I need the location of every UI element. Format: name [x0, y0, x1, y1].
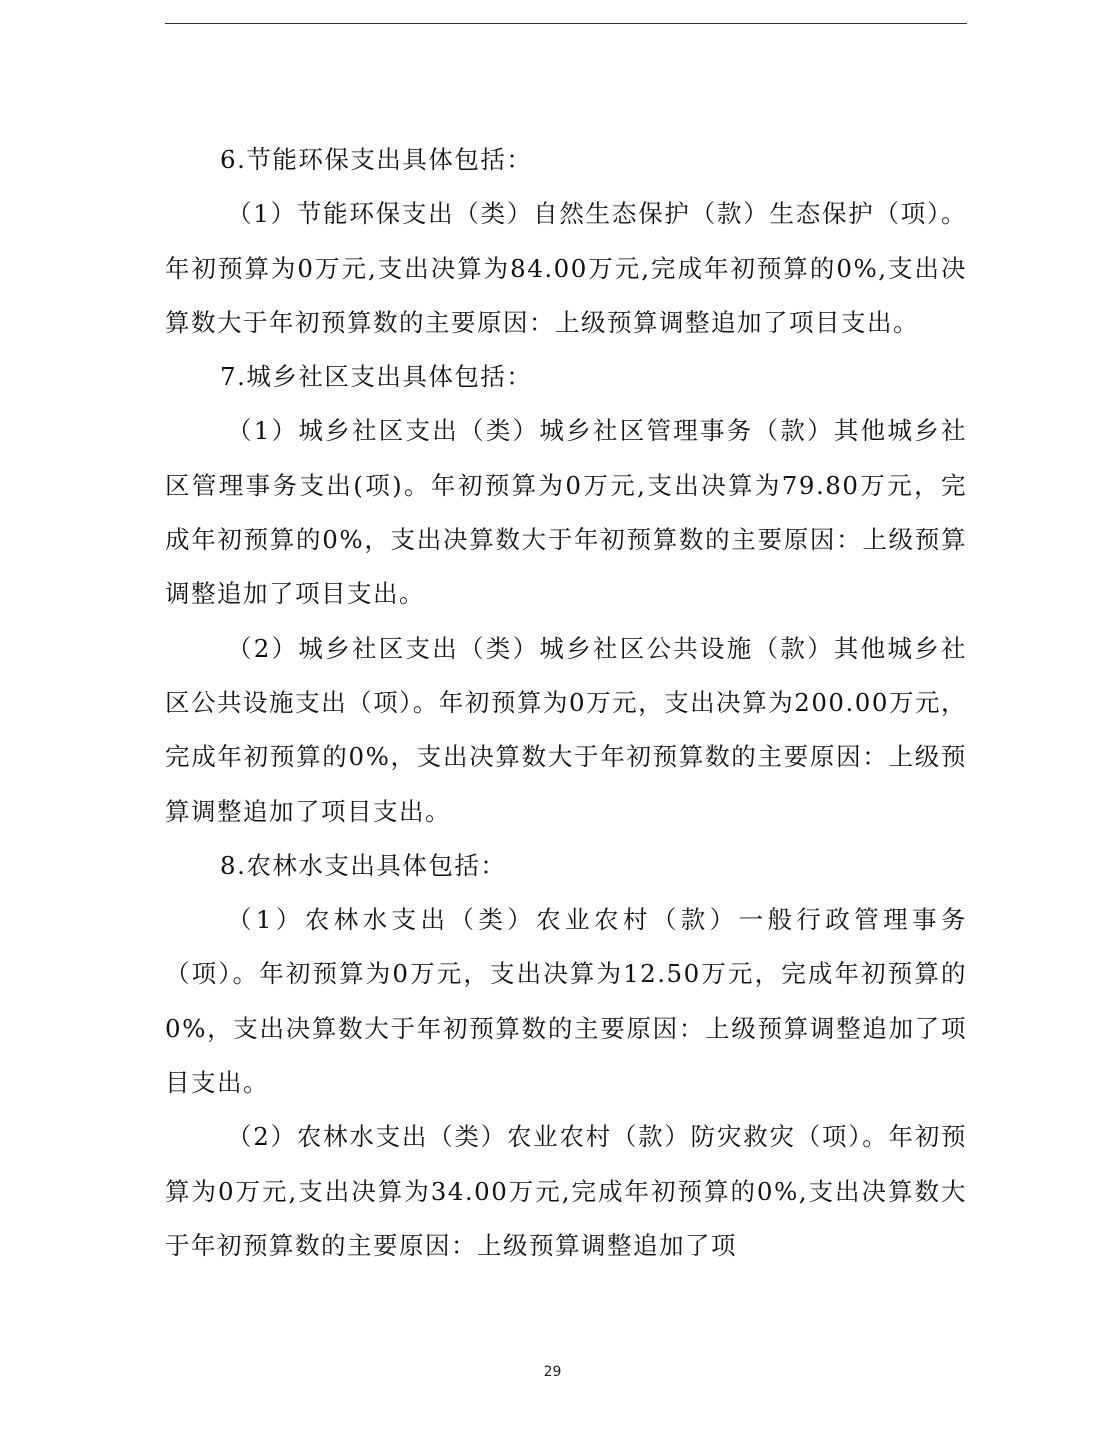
section-heading-urban-rural: 7.城乡社区支出具体包括：	[220, 362, 533, 392]
page-number: 29	[543, 1364, 562, 1380]
paragraph-energy-ecology: （1）节能环保支出（类）自然生态保护（款）生态保护（项）。年初预算为0万元,支出决算为84.00万元,完成年初预算的0%,支出决算数大于年初预算数的主要原因：上级预算调整追加了项目支出。	[165, 199, 967, 337]
paragraph-agriculture-admin: （1）农林水支出（类）农业农村（款）一般行政管理事务（项）。年初预算为0万元，支出决算为12.50万元，完成年初预算的0%，支出决算数大于年初预算数的主要原因：上级预算调整追加了项目支出。	[165, 905, 967, 1098]
section-heading-energy: 6.节能环保支出具体包括：	[220, 145, 533, 174]
paragraph-disaster-relief: （2）农林水支出（类）农业农村（款）防灾救灾（项）。年初预算为0万元,支出决算为34.00万元,完成年初预算的0%,支出决算数大于年初预算数的主要原因：上级预算调整追加了项	[165, 1122, 967, 1260]
paragraph-community-management: （1）城乡社区支出（类）城乡社区管理事务（款）其他城乡社区管理事务支出(项)。年初预算为0万元,支出决算为79.80万元，完成年初预算的0%，支出决算数大于年初预算数的主要原因：上级预算调整追加了项目支出。	[165, 416, 967, 609]
header-rule	[165, 23, 967, 24]
document-body	[165, 133, 967, 1273]
section-heading-agriculture: 8.农林水支出具体包括：	[220, 850, 507, 880]
paragraph-community-facilities: （2）城乡社区支出（类）城乡社区公共设施（款）其他城乡社区公共设施支出（项）。年初预算为0万元，支出决算为200.00万元，完成年初预算的0%，支出决算数大于年初预算数的主要原因：上级预算调整追加了项目支出。	[165, 633, 967, 826]
